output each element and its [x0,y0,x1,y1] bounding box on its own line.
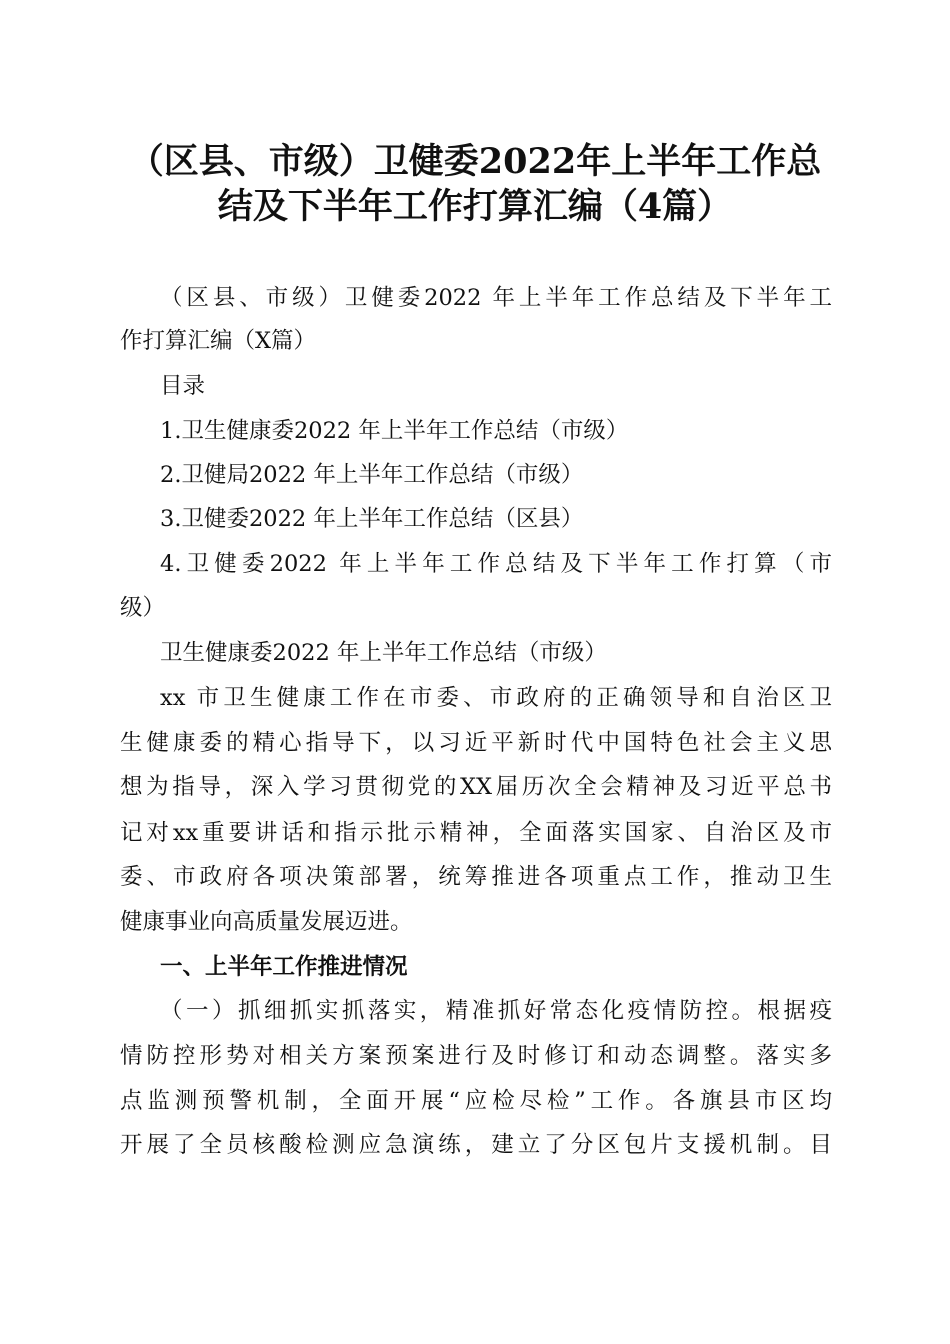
toc-heading: 目录 [160,373,206,399]
document-title-line-2: 结及下半年工作打算汇编（4篇） [217,186,733,227]
paragraph-line: （一）抓细抓实抓落实，精准抓好常态化疫情防控。根据疫 [160,998,832,1024]
document-title-line-1: （区县、市级）卫健委2022年上半年工作总 [128,141,822,182]
paragraph-line: 开展了全员核酸检测应急演练，建立了分区包片支援机制。目 [120,1132,832,1158]
toc-item: 2.卫健局2022 年上半年工作总结（市级） [160,462,584,488]
paragraph-line: 情防控形势对相关方案预案进行及时修订和动态调整。落实多 [120,1043,832,1069]
section-heading: 一、上半年工作推进情况 [160,954,408,980]
paragraph-line: 委、市政府各项决策部署，统筹推进各项重点工作，推动卫生 [120,864,832,890]
paragraph-line: 健康事业向高质量发展迈进。 [120,909,413,935]
toc-item: 3.卫健委2022 年上半年工作总结（区县） [160,506,584,532]
paragraph-line: 想为指导，深入学习贯彻党的XX届历次全会精神及习近平总书 [120,774,832,800]
paragraph-line: 生健康委的精心指导下，以习近平新时代中国特色社会主义思 [120,730,832,756]
article-subtitle: 卫生健康委2022 年上半年工作总结（市级） [160,640,607,666]
paragraph-line: 记对xx重要讲话和指示批示精神，全面落实国家、自治区及市 [120,820,832,846]
toc-item: 1.卫生健康委2022 年上半年工作总结（市级） [160,418,629,444]
toc-item: 4.卫健委2022 年上半年工作总结及下半年工作打算（市 [160,551,832,577]
intro-line-2: 作打算汇编（X篇） [120,328,317,354]
paragraph-line: 点监测预警机制，全面开展“应检尽检”工作。各旗县市区均 [120,1088,832,1114]
paragraph-line: xx 市卫生健康工作在市委、市政府的正确领导和自治区卫 [160,685,832,711]
intro-line-1: （区县、市级）卫健委2022 年上半年工作总结及下半年工 [160,285,832,311]
toc-item-continued: 级） [120,595,166,621]
